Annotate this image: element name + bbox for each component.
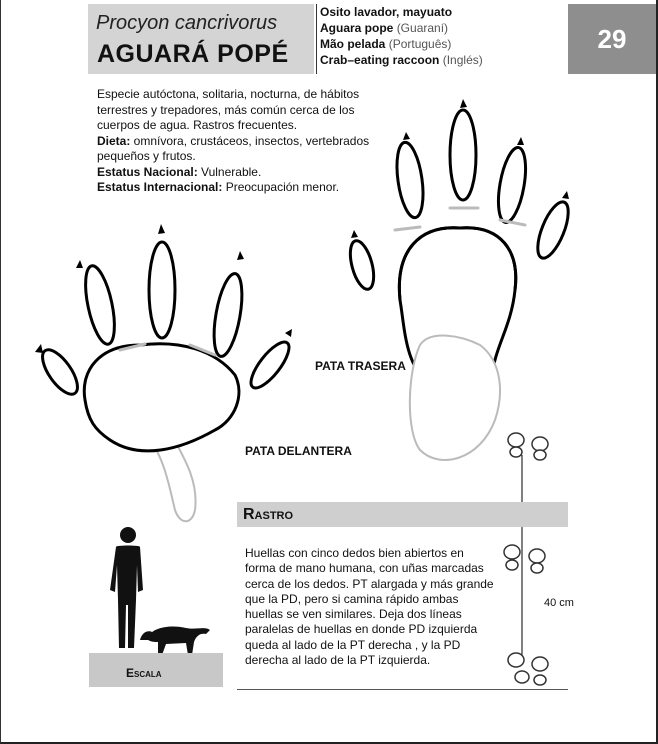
international-status-label: Estatus Internacional: — [97, 180, 223, 194]
scientific-name: Procyon cancrivorus — [96, 12, 278, 34]
track-group-bottom — [508, 653, 548, 685]
hind-paw-drawing — [346, 99, 575, 460]
scale-label: Escala — [126, 666, 162, 680]
other-name-item: Crab–eating raccoon (Inglés) — [320, 53, 483, 67]
other-name-item: Osito lavador, mayuato — [320, 5, 453, 19]
national-status-label: Estatus Nacional: — [97, 164, 198, 179]
other-name-item: Mão pelada (Português) — [320, 37, 452, 51]
page-number: 29 — [597, 23, 627, 54]
diet-label: Dieta: — [97, 133, 131, 148]
diet-value: omnívora, crustáceos, insectos, vertebrados pequeños y frutos. — [97, 133, 370, 163]
rastro-description: Huellas con cinco dedos bien abiertos en forma de mano humana, con uñas marcadas cerca de los dedos. PT alargada y más grande que la PD, pero si camina rápido ambas huellas se ven similares. Deja dos líneas paralelas de huellas en donde PD izquierda queda al lado de la PT derecha , y la PD derecha al lado de la PT izquierda. — [245, 546, 494, 668]
trail-distance-label: 40 cm — [544, 597, 574, 609]
scale-silhouettes — [110, 527, 210, 655]
hind-paw-label: PATA TRASERA — [315, 359, 406, 373]
other-name-item: Aguara pope (Guaraní) — [320, 21, 449, 35]
rastro-title: Rastro — [243, 506, 294, 523]
front-paw-label: PATA DELANTERA — [245, 444, 352, 458]
description-intro: Especie autóctona, solitaria, nocturna, de hábitos terrestres y trepadores, más común cerca de los cuerpos de agua. Rastros frecuentes. — [97, 87, 360, 132]
international-status-value: Preocupación menor. — [222, 180, 340, 194]
front-paw-drawing — [35, 224, 295, 521]
track-group-top — [508, 433, 548, 460]
national-status-value: Vulnerable. — [197, 164, 262, 179]
track-group-middle — [504, 545, 545, 573]
rastro-bottom-rule — [237, 689, 568, 690]
common-name-title: AGUARÁ POPÉ — [97, 40, 289, 68]
trail-diagram — [504, 433, 548, 685]
